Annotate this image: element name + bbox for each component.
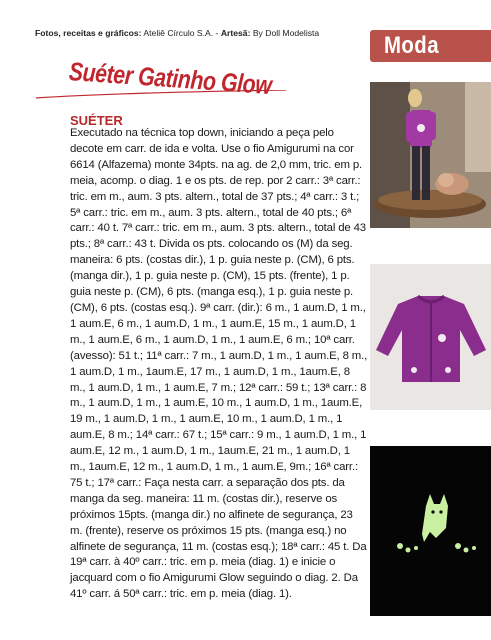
photos-credit-label: Fotos, receitas e gráficos: [35, 28, 142, 38]
credits-line [35, 28, 319, 38]
section-tab-label: Moda [384, 32, 439, 59]
doll-photo [370, 82, 491, 228]
glow-photo [370, 446, 491, 616]
photos-credit-value: Ateliê Círculo S.A. - [141, 28, 221, 38]
artist-credit-value: By Doll Modelista [250, 28, 320, 38]
section-tab [370, 30, 491, 62]
artist-credit-label: Artesã: [220, 28, 251, 38]
section-heading: SUÉTER [70, 113, 123, 128]
instructions-text: Executado na técnica top down, iniciando a peça pelo decote em carr. de ida e volta. Use o fio Amigurumi na cor 6614 (Alfazema) monte 34pts. na ag. de 2,0 mm, tric. em p. meia, acomp. o diag. 1 e os pts. de rep. por 2 carr.: 3ª carr.: tric. em m., aum. 3 pts. altern., total de 37 pts.; 4ª carr.: 3 t.; 5ª carr.: tric. em m., aum. 3 pts. altern., total de 40 pts.; 6ª carr.: 40 t. 7ª carr.: tric. em m., aum. 3 pts. altern., total de 43 pts.; 8ª carr.: 43 t. Divida os pts. colocando os (M) da seg. maneira: 6 pts. (costas dir.), 1 p. guia neste p. (CM), 6 pts. (manga dir.), 1 p. guia neste p. (CM), 15 pts. (frente), 1 p. guia neste p. (CM), 6 pts. (manga esq.), 1 p. guia neste p. (CM), 6 pts. (costas esq.). 9ª carr. (dir.): 6 m., 1 aum.D, 1 m., 1 aum.E, 6 m., 1 aum.D, 1 m., 1 aum.E, 15 m., 1 aum.D, 1 m., 1 aum.E, 6 m., 1 aum.D, 1 m., 1 aum.E, 6 m.; 10ª carr. (avesso): 51 t.; 11ª carr.: 7 m., 1 aum.D, 1 m., 1 aum.E, 8 m., 1 aum.D, 1 m., 1aum.E, 17 m., 1 aum.D, 1 m., 1aum.E, 8 m., 1 aum.D, 1 m., 1 aum.E, 7 m.; 12ª carr.: 59 t.; 13ª carr.: 8 m., 1 aum.D, 1 m., 1 aum.E, 10 m., 1 aum.D, 1 m., 1aum.E, 19 m., 1 aum.D, 1 m., 1 aum.E, 10 m., 1 aum.D, 1 m., 1 aum.E, 8 m.; 14ª carr.: 67 t.; 15ª carr.: 9 m., 1 aum.D, 1 m., 1 aum.E, 12 m., 1 aum.D, 1 m., 1aum.E, 21 m., 1 aum.D, 1 m., 1aum.E, 12 m., 1 aum.D, 1 m., 1 aum.E, 9m.; 16ª carr.: 75 t.; 17ª carr.: Faça nesta carr. a separação dos pts. da manga da seg. maneira: 11 m. (costas dir.), reserve os próximos 15pts. (manga dir.) no alfinete de segurança, 23 m. (frente), reserve os próximos 15 pts. (manga esq.) no alfinete de segurança, 11 m. (costas esq.); 18ª carr.: 45 t. Da 19ª carr. à 40º carr.: tric. em p. meia (diag. 1) e inicie o jacquard com o fio Amigurumi Glow seguindo o diag. 2. Da 41º carr. á 50ª carr.: tric. em p. meia (diag. 1). [70, 127, 368, 601]
sweater-photo [370, 264, 491, 410]
page-title: Suéter Gatinho Glow [67, 56, 273, 101]
title-underline [36, 90, 286, 100]
